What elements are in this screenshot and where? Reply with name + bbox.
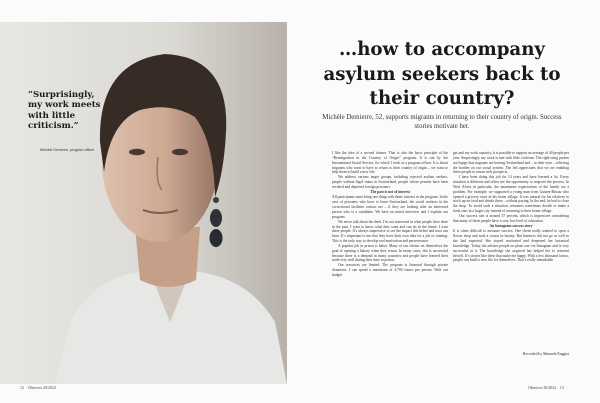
subheading: The past is not of interest xyxy=(370,190,410,195)
paragraph: Our resources are limited. The program is financed through private donations. I can spend a maximum of 4,700 francs per person. With our budget xyxy=(332,263,448,277)
quote-attribution: Michèle Demierre, program officer xyxy=(40,148,95,152)
article-standfirst: Michèle Demierre, 52, supports migrants in returning to their country of origin. Success stories motivate her. xyxy=(322,114,562,130)
paragraph: I have been doing this job for 14 years and have learned a lot. Every situation is different and offers me the opportunity to improve the process. In West Africa in particular, the unanimous expectations of the family are a problem. For example, we supported a young man from Guinea-Bissau who opened a grocery store in his home village. It was natural for his relatives to stock up on food and drinks there – without paying. In the end, he had to close the shop. To avoid such a situation, returnees sometimes decide to make a fresh start in a larger city instead of returning to their home village. xyxy=(453,175,569,214)
paragraph: Our success rate is around 57 percent, which is impressive considering that many of these people have a very low level of education. xyxy=(453,213,569,223)
pull-quote: “Surprisingly, my work meets with little criticism.” xyxy=(28,90,101,132)
portrait-illustration xyxy=(0,22,287,384)
paragraph: We address various target groups, including rejected asylum seekers, people without legal status in Switzerland, people whose permits have been revoked and deported foreign prisoners. xyxy=(332,175,448,189)
page-number-right xyxy=(528,386,564,390)
portrait-photo xyxy=(0,22,287,384)
page-number: 12 xyxy=(20,386,24,390)
magazine-issue: Observer 20/2024 xyxy=(528,386,556,390)
page-number: 13 xyxy=(559,386,564,390)
paragraph: We never talk about the deed. I’m not interested in what people have done in the past. I want to know what they want and can do in the future. I trust these people. It’s always impressive to see the impact this belief and trust can have. It’s important to me that they have their own idea for a job or training. This is the only way to develop real motivation and perseverance. xyxy=(332,219,448,244)
article-headline: …how to accompany asylum seekers back to their country? xyxy=(323,39,561,109)
paragraph: I like the idea of a second chance. That is also the basic principle of the “Reintegration in the Country of Origin” program. It is run by the International Social Service, for which I work as a program officer. It is about migrants who want or have to return to their country of origin – we want to help them to build a new life. xyxy=(332,151,448,175)
paragraph: It is often difficult to measure success. One client really wanted to open a flower shop and took a course in botany. But business did not go as well as she had expected. She stayed motivated and deepened her botanical knowledge. Today she advises people on plant care via Instagram and is very successful at it. The knowledge she acquired has helped her to reinvent herself. It’s stories like these that make me happy. With a few thousand francs, people can build a new life for themselves. That’s really remarkable. xyxy=(453,229,569,263)
paragraph: A popular job in prison is baker. Many of our clients set themselves the goal of opening a bakery when they return. In many cases, this is successful because there is a demand in many countries and people have learned their trade very well during their time in prison. xyxy=(332,243,448,263)
article-column-right xyxy=(453,151,569,263)
paragraph: get and my work capacity, it is possible to support an average of 40 people per year. Surprisingly, my work is met with little criticism. The right-wing parties are happy that migrants are leaving Switzerland and – in their eyes – relieving the burden on our social system. The left appreciates that we are enabling these people to return with prospects. xyxy=(453,151,569,175)
article-byline: Recorded by Manuela Enggist xyxy=(522,352,569,356)
magazine-issue: Observer 20/2024 xyxy=(27,386,56,390)
page-number-left xyxy=(20,386,56,390)
subheading: An Instagram success story xyxy=(489,224,533,229)
paragraph: All participants must bring one thing with them: interest in the program. In the case of prisoners who have to leave Switzerland, the social workers in the correctional facilities contact me – if they are looking after an interested person who is a candidate. We have an initial interview and I explain our program. xyxy=(332,195,448,219)
article-column-left xyxy=(332,151,448,278)
